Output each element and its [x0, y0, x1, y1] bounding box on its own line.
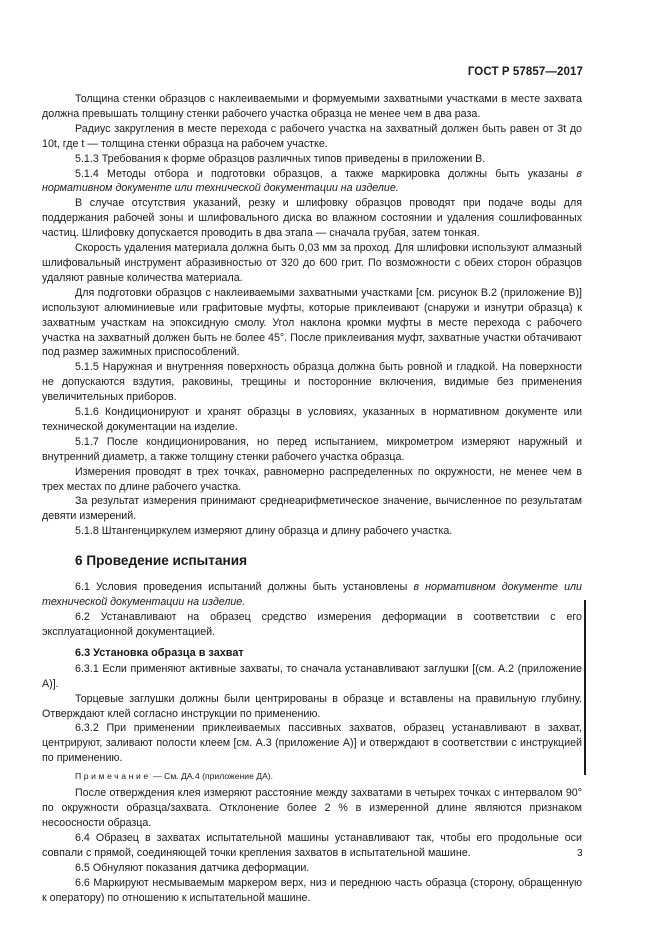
paragraph: 5.1.5 Наружная и внутренняя поверхность образца должна быть ровной и гладкой. На поверхности не допускаются вздутия, раковины, трещины и посторонние включения, видимые без применения увеличительных приборов.	[42, 361, 582, 404]
standard-header: ГОСТ Р 57857—2017	[467, 66, 583, 78]
paragraph: 5.1.3 Требования к форме образцов различных типов приведены в приложении В.	[75, 152, 486, 165]
paragraph: Торцевые заглушки должны были центрированы в образце и вставлены на правильную глубину. Отверждают клей согласно инструкции по применению.	[42, 692, 582, 720]
note-label: Примечание	[75, 771, 151, 782]
paragraph-text: 5.1.4 Методы отбора и подготовки образцов, а также маркировка должны быть указаны	[75, 167, 577, 180]
paragraph: Измерения проводят в трех точках, равномерно распределенных по окружности, не менее чем в трех местах по длине рабочего участка.	[42, 465, 582, 493]
paragraph: 5.1.7 После кондиционирования, но перед испытанием, микрометром измеряют наружный и внутренний диаметр, а также толщину стенки рабочего участка образца.	[42, 435, 582, 463]
paragraph-5-1-4	[42, 167, 582, 197]
paragraph: Скорость удаления материала должна быть 0,03 мм за проход. Для шлифовки используют алмазный шлифовальный инструмент абразивностью от 320 до 600 грит. По возможности с обеих сторон образцов удаляют равные количества материала.	[42, 242, 582, 284]
paragraph: За результат измерения принимают среднеарифметическое значение, вычисленное по результатам девяти измерений.	[42, 495, 582, 523]
paragraph: 6.4 Образец в захватах испытательной машины устанавливают так, чтобы его продольные оси совпали с прямой, соединяющей точки крепления захватов в испытательной машине.	[42, 831, 582, 859]
section-title: 6 Проведение испытания	[75, 553, 247, 569]
paragraph: Толщина стенки образцов с наклеиваемыми и формуемыми захватными участками в месте захвата должна превышать толщину стенки рабочего участка образца не менее чем в два раза.	[42, 93, 582, 120]
subsection-title: 6.3 Установка образца в захват	[75, 646, 244, 659]
paragraph: 6.6 Маркируют несмываемым маркером верх, низ и переднюю часть образца (сторону, обращенную к оператору) по отношению к испытательной машине.	[42, 876, 582, 904]
paragraph-italic: в нормативном документе или технической документации на изделие.	[42, 581, 583, 609]
paragraph: 6.2 Устанавливают на образец средство измерения деформации в соответствии с его эксплуатационной документацией.	[42, 611, 582, 638]
paragraph: 5.1.6 Кондиционируют и хранят образцы в условиях, указанных в нормативном документе или технической документации на изделие.	[42, 406, 582, 433]
paragraph-text: 6.1 Условия проведения испытаний должны быть установлены	[75, 581, 414, 594]
paragraph: 5.1.8 Штангенциркулем измеряют длину образца и длину рабочего участка.	[75, 525, 453, 538]
paragraph: В случае отсутствия указаний, резку и шлифовку образцов проводят при подаче воды для поддержания рабочей зоны и шлифовального диска во влажном состоянии и удаления сошлифованных частиц. Шлифовку допускается проводить в два этапа — сначала грубая, затем тонкая.	[42, 197, 582, 240]
paragraph-italic: в нормативном документе или технической документации на изделие.	[42, 167, 582, 195]
page-content	[42, 92, 582, 905]
paragraph-6-1	[42, 580, 582, 610]
paragraph: 6.5 Обнуляют показания датчика деформации.	[75, 861, 310, 874]
paragraph: Для подготовки образцов с наклеиваемыми захватными участками [см. рисунок В.2 (приложение В)] используют алюминиевые или графитовые муфты, которые приклеивают (снаружи и изнутри образца) к захватным участкам на эпоксидную смолу. Угол наклона кромки муфты в месте перехода с рабочего участка на захватный должен быть не более 45°. После приклеивания муфт, захватные участки обтачивают под размер зажимных приспособлений.	[42, 286, 582, 359]
note	[75, 769, 582, 783]
change-bar	[584, 600, 586, 775]
paragraph: Радиус закругления в месте перехода с рабочего участка на захватный должен быть равен от 3t до 10t, где t — толщина стенки образца на рабочем участке.	[42, 122, 582, 150]
paragraph: 6.3.2 При применении приклеиваемых пассивных захватов, образец устанавливают в захват, центрируют, заливают полости клеем [см. А.3 (приложение А)] и отверждают в соответствии с инструкцией по применению.	[42, 722, 582, 765]
paragraph: 6.3.1 Если применяют активные захваты, то сначала устанавливают заглушки [(см. А.2 (приложение А)].	[42, 662, 582, 690]
note-text: — См. ДА.4 (приложение ДА).	[150, 771, 274, 782]
paragraph: После отверждения клея измеряют расстояние между захватами в четырех точках с интервалом 90° по окружности образца/захвата. Отклонение более 2 % в измеренной длине являются признаком несоосности образца.	[42, 787, 582, 829]
page-number: 3	[577, 848, 583, 859]
